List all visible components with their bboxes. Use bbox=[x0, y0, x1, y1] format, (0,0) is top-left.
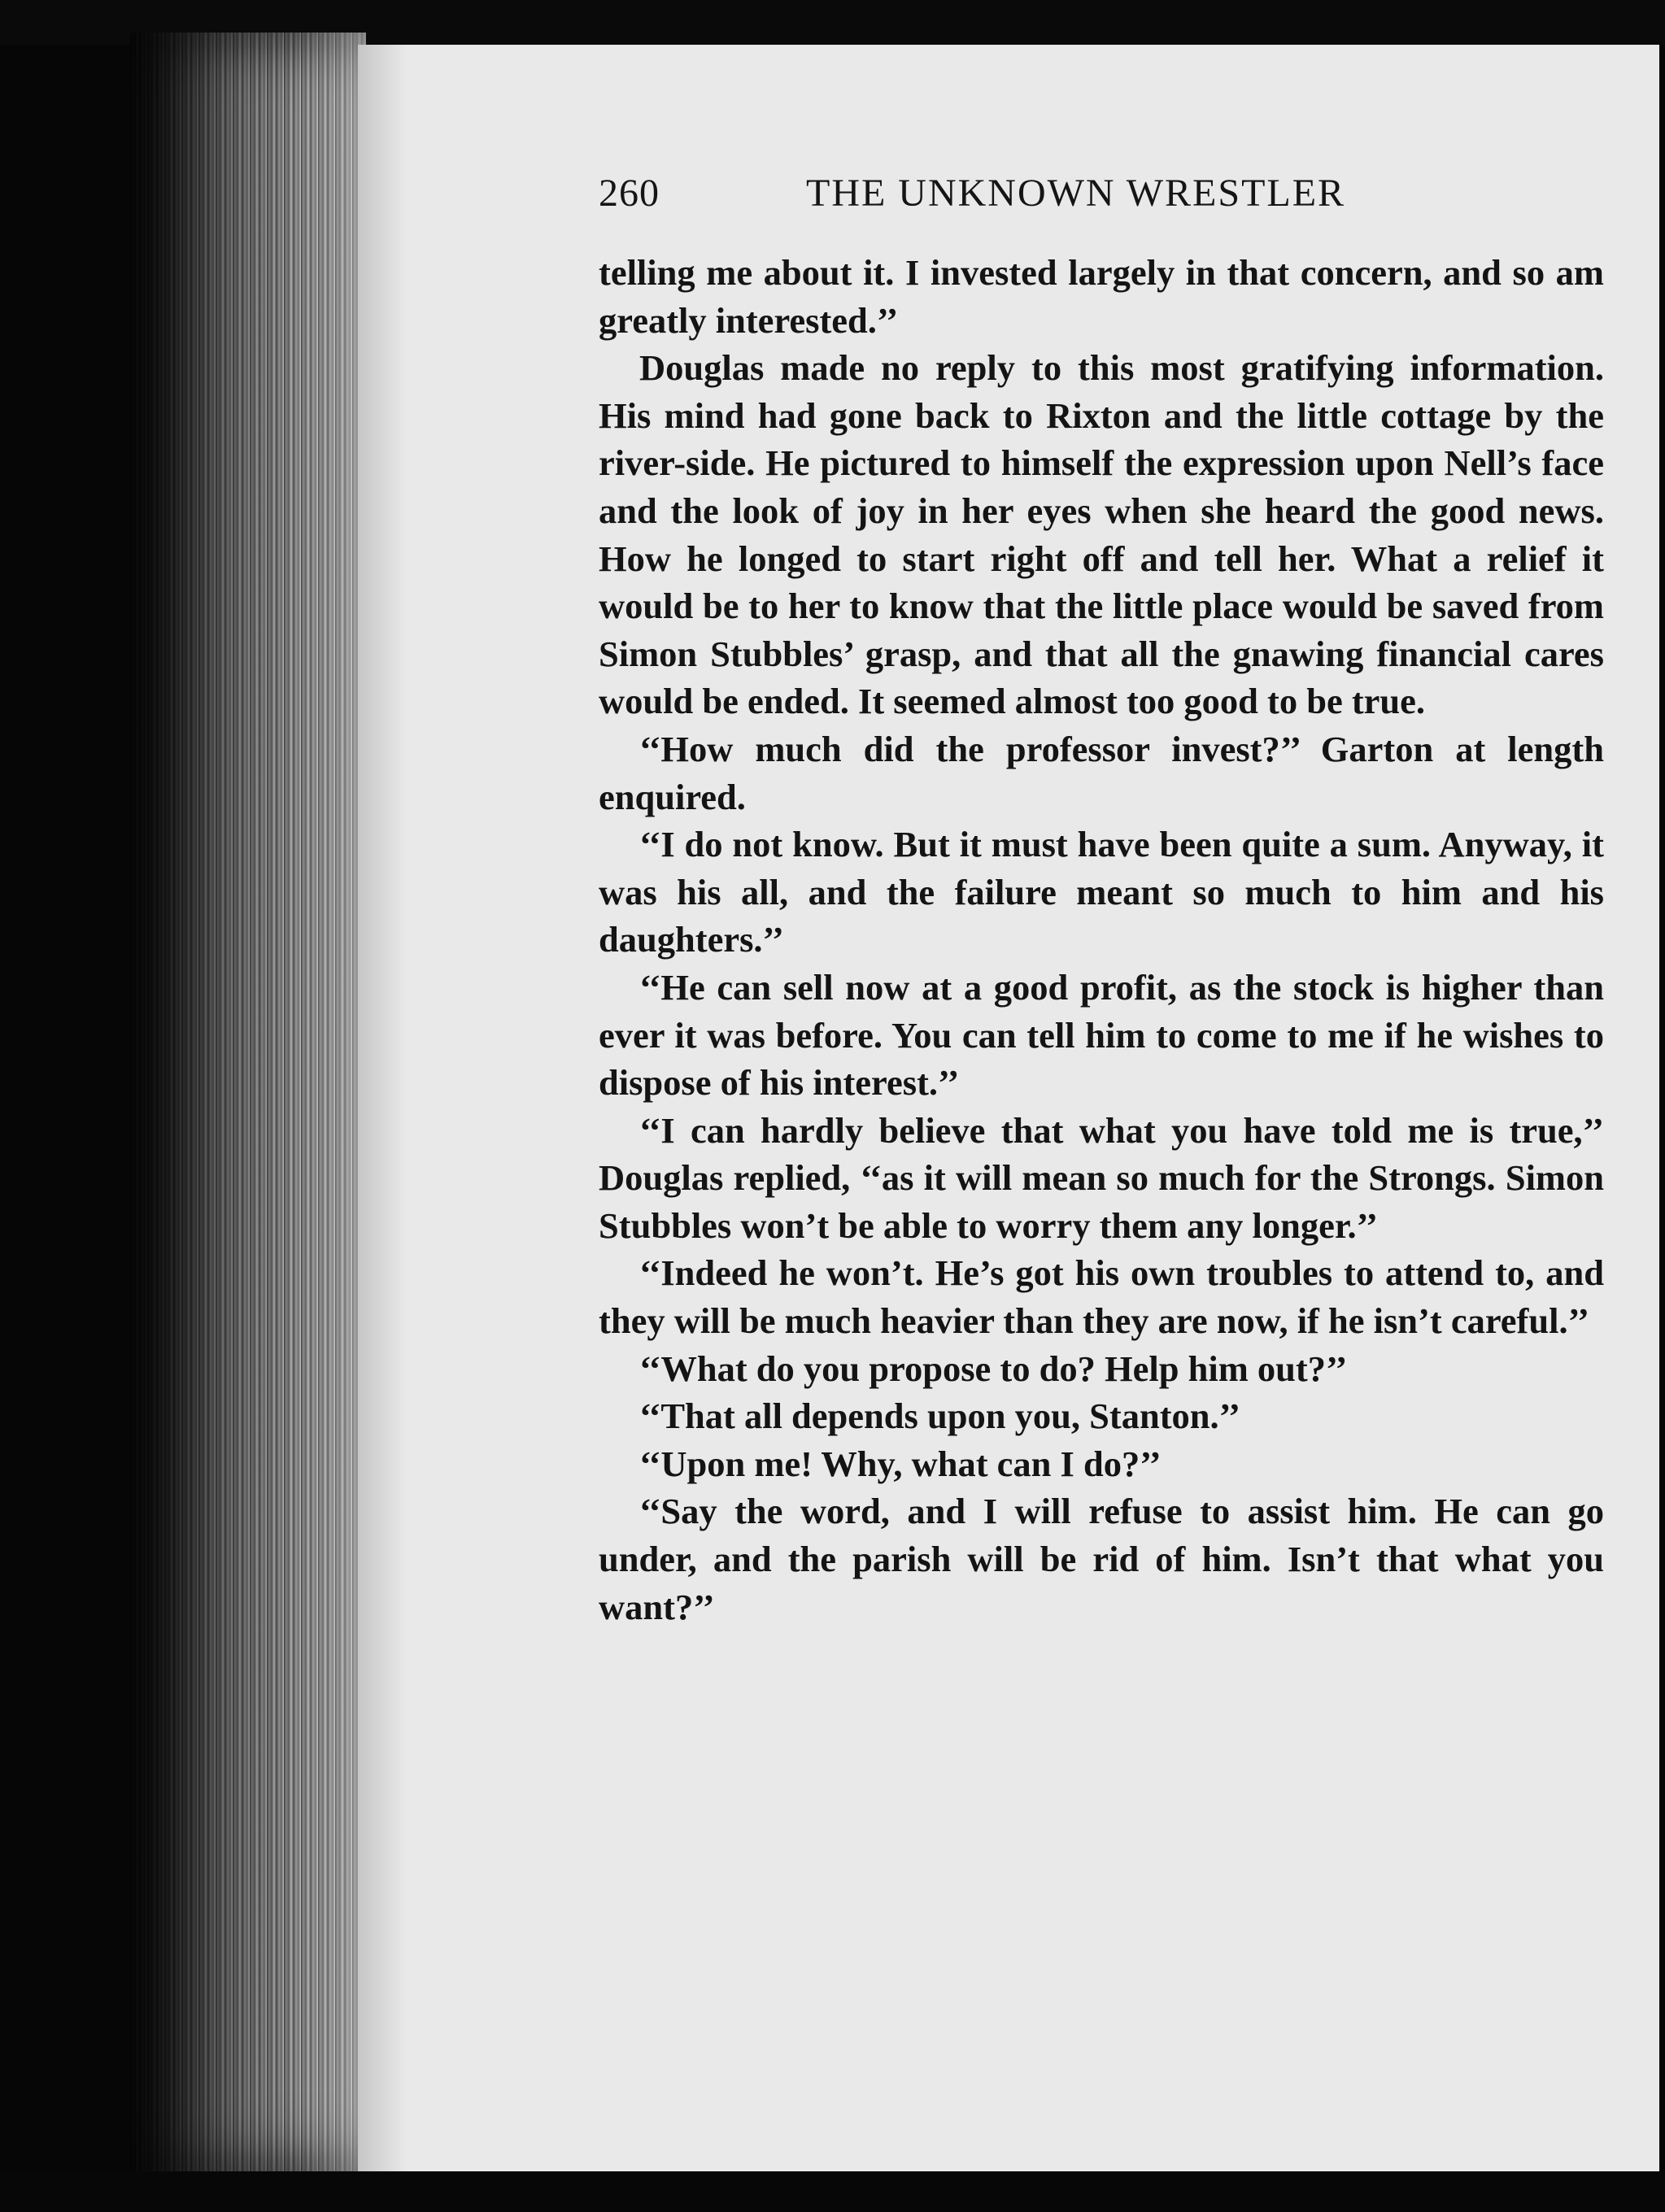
scan-border-bottom bbox=[0, 2171, 1665, 2212]
paragraph: ‘‘Indeed he won’t. He’s got his own troubles to attend to, and they will be much heavier than they are now, if he isn’t careful.’’ bbox=[599, 1252, 1604, 1342]
gutter-shadow bbox=[358, 45, 407, 2175]
paragraph: ‘‘Say the word, and I will refuse to assist him. He can go under, and the parish will be rid of him. Isn’t that what you want?’’ bbox=[599, 1491, 1604, 1627]
paragraph: ‘‘That all depends upon you, Stanton.’’ bbox=[639, 1396, 1240, 1437]
paragraph: ‘‘He can sell now at a good profit, as the stock is higher than ever it was before. You can tell him to come to me if he wishes to dispose of his interest.’’ bbox=[599, 966, 1604, 1104]
paragraph: ‘‘Upon me! Why, what can I do?’’ bbox=[639, 1443, 1162, 1484]
paragraph: ‘‘How much did the professor invest?’’ Garton at length enquired. bbox=[599, 728, 1604, 817]
body-text bbox=[599, 249, 1604, 1631]
paragraph: ‘‘What do you propose to do? Help him out?’’ bbox=[639, 1348, 1348, 1389]
page-edges-shading bbox=[130, 33, 366, 2171]
running-header bbox=[599, 171, 1412, 228]
running-title: THE UNKNOWN WRESTLER bbox=[806, 172, 1346, 215]
paragraph: telling me about it. I invested largely in that concern, and so am greatly interested.’’ bbox=[599, 252, 1604, 341]
page-number: 260 bbox=[599, 172, 660, 215]
paragraph: Douglas made no reply to this most gratifying information. His mind had gone back to Rixton and the little cottage by the river-side. He pictured to himself the expression upon Nell’s face and the look of joy in her eyes when she heard the good news. How he longed to start right off and tell her. What a relief it would be to her to know that the little place would be saved from Simon Stubbles’ grasp, and that all the gnawing financial cares would be ended. It seemed almost too good to be true. bbox=[599, 347, 1604, 722]
paragraph: ‘‘I do not know. But it must have been quite a sum. Anyway, it was his all, and the failure meant so much to him and his daughters.’’ bbox=[599, 824, 1604, 960]
paragraph: ‘‘I can hardly believe that what you have told me is true,’’ Douglas replied, ‘‘as it will mean so much for the Strongs. Simon Stubbles won’t be able to worry them any longer.’’ bbox=[599, 1109, 1604, 1246]
